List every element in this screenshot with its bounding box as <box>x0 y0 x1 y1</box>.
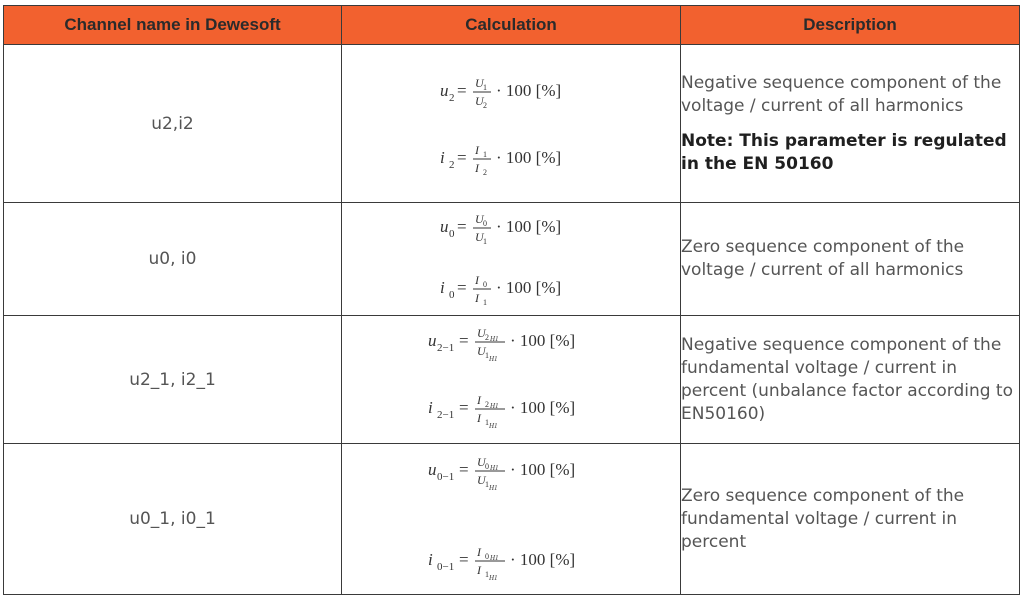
fraction-denominator-subsubscript: H1 <box>488 355 498 363</box>
formula-variable: u <box>440 217 449 236</box>
fraction-denominator-subscript: 1 <box>484 351 489 360</box>
fraction-denominator-subscript: 2 <box>483 168 487 177</box>
fraction-denominator-subscript: 2 <box>483 101 487 110</box>
fraction-denominator-subscript: 1 <box>483 298 487 307</box>
channel-name-cell: u0_1, i0_1 <box>4 444 342 595</box>
header-channel-name: Channel name in Dewesoft <box>4 6 342 45</box>
formula-svg <box>424 540 599 586</box>
formula-equals: = <box>458 331 469 350</box>
formula-multiplier: · 100 [%] <box>509 331 575 350</box>
formula-subscript: 2 <box>449 92 455 104</box>
fraction-numerator: U <box>476 326 486 340</box>
formula-variable: u <box>440 81 449 100</box>
formula-subscript: 0−1 <box>436 561 454 573</box>
fraction-denominator: U <box>475 94 484 108</box>
formula-variable: i <box>440 148 445 167</box>
formula <box>342 540 680 591</box>
description-cell <box>681 203 1020 316</box>
fraction-numerator-subsubscript: H1 <box>489 402 499 410</box>
fraction-denominator: I <box>476 411 481 425</box>
fraction-numerator: I <box>475 273 479 287</box>
table-row <box>4 203 1020 316</box>
fraction-denominator: I <box>476 563 481 577</box>
formula-svg <box>436 71 586 117</box>
formula-subscript: 2 <box>449 159 455 171</box>
fraction-denominator-subscript: 1 <box>484 570 489 579</box>
fraction-numerator-subscript: 2 <box>484 400 489 409</box>
formula-svg <box>436 207 586 253</box>
formula-subscript: 2−1 <box>436 342 454 354</box>
formula-subscript: 2−1 <box>436 409 454 421</box>
table-row <box>4 45 1020 203</box>
calculation-cell <box>342 444 681 595</box>
fraction-numerator-subscript: 0 <box>484 462 489 471</box>
formula-variable: i <box>427 398 433 417</box>
formula-svg <box>424 450 599 496</box>
fraction-numerator: I <box>476 393 481 407</box>
channel-name-cell: u2_1, i2_1 <box>4 316 342 444</box>
fraction-numerator: I <box>475 143 479 157</box>
fraction-numerator-subscript: 0 <box>483 219 487 228</box>
formula-equals: = <box>458 550 469 569</box>
fraction-numerator-subscript: 2 <box>484 333 489 342</box>
fraction-numerator-subsubscript: H1 <box>489 554 499 562</box>
formula-variable: u <box>427 460 436 479</box>
description-cell <box>681 316 1020 444</box>
formula-variable: u <box>427 331 436 350</box>
fraction-denominator-subscript: 1 <box>483 237 487 246</box>
formula <box>342 450 680 501</box>
formula-variable: i <box>440 278 445 297</box>
fraction-denominator-subsubscript: H1 <box>488 574 498 582</box>
formula-equals: = <box>458 460 469 479</box>
formula-equals: = <box>458 398 469 417</box>
fraction-denominator: U <box>475 230 484 244</box>
formula-equals: = <box>457 81 467 100</box>
formula <box>342 207 680 258</box>
formula-svg <box>436 268 586 314</box>
formula-subscript: 0−1 <box>436 471 454 483</box>
formula-subscript: 0 <box>449 228 455 240</box>
fraction-denominator-subsubscript: H1 <box>488 484 498 492</box>
description-text: Zero sequence component of the fundamental voltage / current in percent <box>681 485 965 552</box>
fraction-denominator: U <box>476 344 486 358</box>
fraction-numerator-subscript: 1 <box>483 83 487 92</box>
description-text: Negative sequence component of the fundamental voltage / current in percent (unbalance factor according to EN50160) <box>681 334 1013 424</box>
fraction-numerator-subscript: 0 <box>484 552 489 561</box>
header-calculation: Calculation <box>342 6 681 45</box>
fraction-numerator-subscript: 0 <box>483 280 487 289</box>
formula-multiplier: · 100 [%] <box>509 550 575 569</box>
description-text: Negative sequence component of the voltage / current of all harmonics <box>681 72 1002 116</box>
table-row <box>4 316 1020 444</box>
formula-svg <box>436 138 586 184</box>
formula <box>342 268 680 319</box>
fraction-denominator: I <box>475 291 479 305</box>
note-text: Note: This parameter is regulated in the EN 50160 <box>681 130 1007 174</box>
channel-name-cell: u0, i0 <box>4 203 342 316</box>
calculation-cell <box>342 45 681 203</box>
fraction-denominator: U <box>476 473 486 487</box>
formula-variable: i <box>427 550 433 569</box>
formula-subscript: 0 <box>449 289 455 301</box>
formula-multiplier: · 100 [%] <box>496 217 562 236</box>
formula <box>342 138 680 189</box>
table-row <box>4 444 1020 595</box>
formula-multiplier: · 100 [%] <box>496 278 562 297</box>
header-row <box>4 6 1020 45</box>
formula-multiplier: · 100 [%] <box>509 460 575 479</box>
channel-name-cell: u2,i2 <box>4 45 342 203</box>
fraction-numerator: U <box>476 455 486 469</box>
formula-multiplier: · 100 [%] <box>496 81 562 100</box>
formula-svg <box>424 321 599 367</box>
formula-svg <box>424 388 599 434</box>
channel-table <box>3 5 1020 595</box>
formula <box>342 321 680 372</box>
fraction-numerator: U <box>475 76 484 90</box>
fraction-numerator-subsubscript: H1 <box>489 464 499 472</box>
fraction-numerator-subsubscript: H1 <box>489 335 499 343</box>
formula-equals: = <box>457 148 467 167</box>
fraction-denominator-subsubscript: H1 <box>488 422 498 430</box>
formula-multiplier: · 100 [%] <box>496 148 562 167</box>
formula-multiplier: · 100 [%] <box>509 398 575 417</box>
fraction-numerator-subscript: 1 <box>483 150 487 159</box>
description-cell <box>681 444 1020 595</box>
fraction-numerator: I <box>476 545 481 559</box>
calculation-cell <box>342 316 681 444</box>
calculation-cell <box>342 203 681 316</box>
header-description: Description <box>681 6 1020 45</box>
formula <box>342 388 680 439</box>
fraction-denominator-subscript: 1 <box>484 480 489 489</box>
formula <box>342 71 680 122</box>
formula-equals: = <box>457 217 467 236</box>
fraction-denominator: I <box>475 161 479 175</box>
fraction-numerator: U <box>475 212 484 226</box>
formula-equals: = <box>457 278 467 297</box>
description-cell <box>681 45 1020 203</box>
fraction-denominator-subscript: 1 <box>484 418 489 427</box>
description-text: Zero sequence component of the voltage / current of all harmonics <box>681 237 965 280</box>
